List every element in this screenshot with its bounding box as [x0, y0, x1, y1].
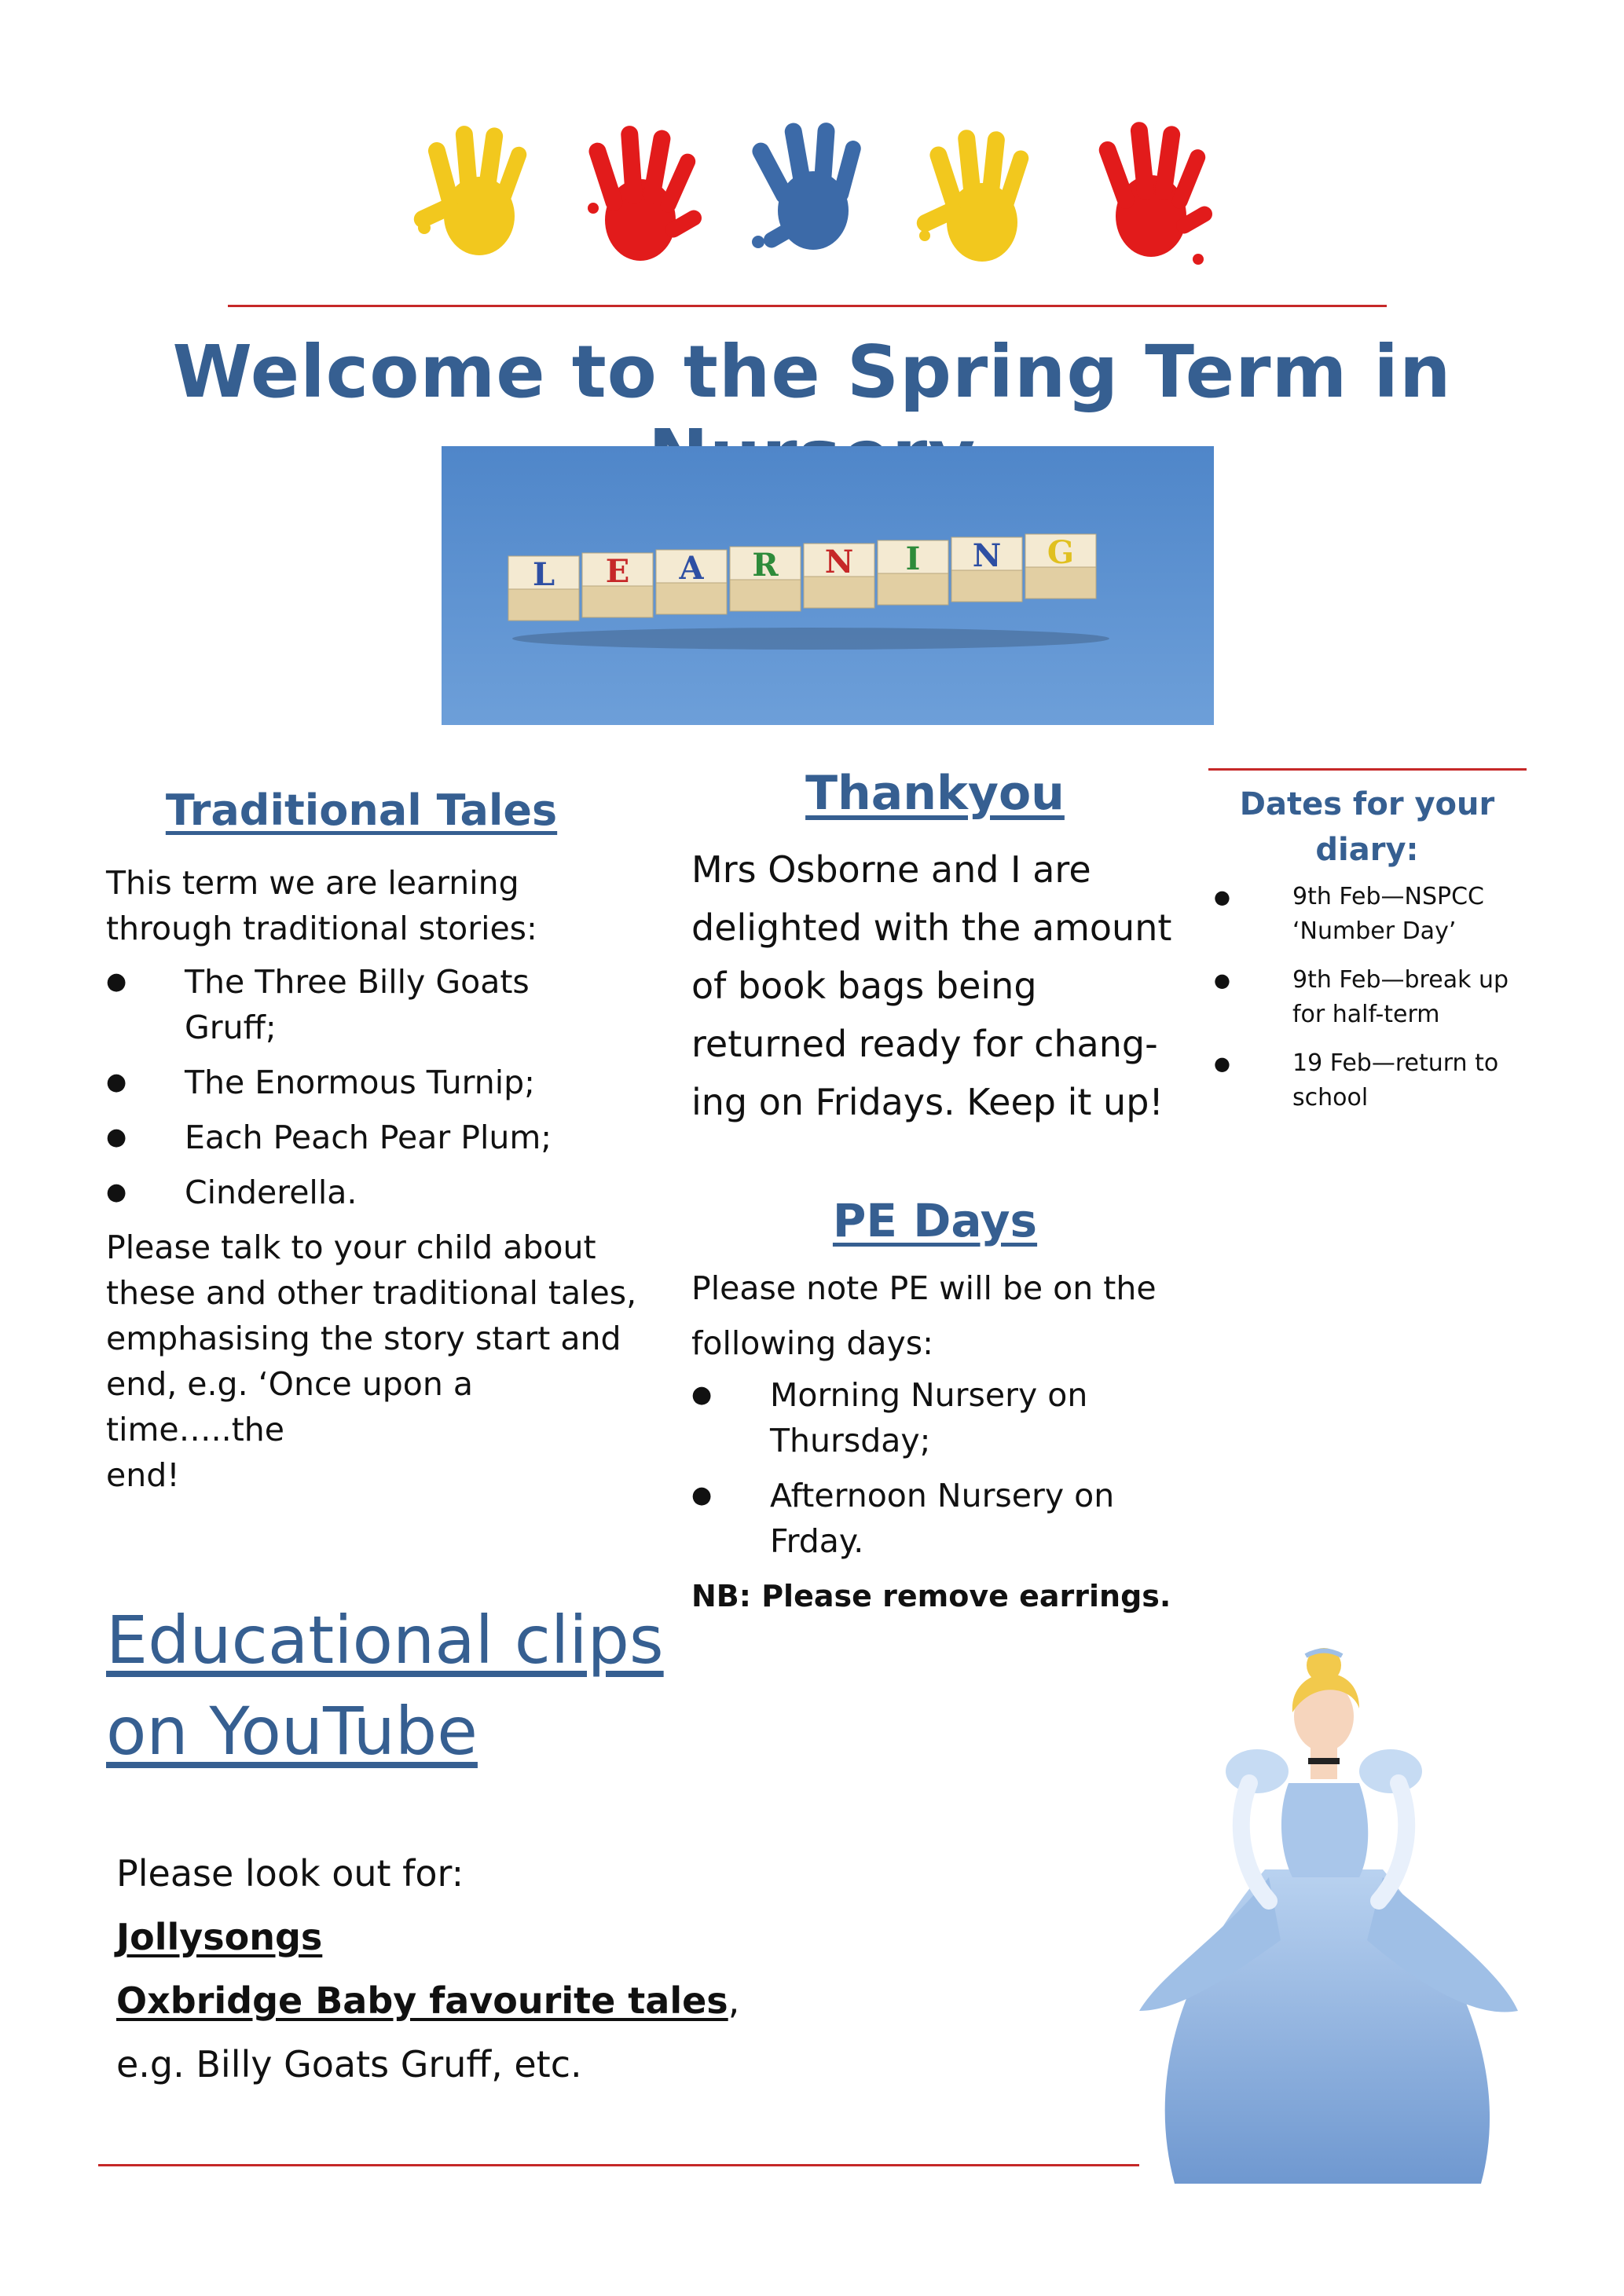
letter-block	[582, 553, 653, 617]
letter-block	[878, 540, 948, 605]
svg-text:E: E	[605, 553, 630, 590]
red-handprint-icon	[1088, 118, 1214, 275]
thankyou-line: Mrs Osborne and I are	[691, 848, 1091, 891]
svg-text:N: N	[972, 537, 1002, 574]
thankyou-line: of book bags being	[691, 965, 1037, 1007]
list-item: ● The Enormous Turnip;	[106, 1064, 535, 1101]
pe-nb-note: NB: Please remove earrings.	[691, 1579, 1171, 1613]
dates-heading	[1210, 782, 1524, 873]
list-item: ● 9th Feb—NSPCC ‘Number Day’	[1214, 883, 1484, 945]
jollysongs-link[interactable]: Jollysongs	[116, 1916, 323, 1958]
tt-outro-line: these and other traditional tales,	[106, 1274, 637, 1312]
svg-text:I: I	[905, 540, 921, 577]
red-handprint-icon	[577, 122, 703, 279]
dates-divider	[1208, 768, 1527, 771]
pe-intro-line: following days:	[691, 1324, 933, 1362]
yellow-handprint-icon	[915, 122, 1041, 279]
list-item: ● 19 Feb—return to school	[1214, 1049, 1499, 1111]
list-item: ● Each Peach Pear Plum;	[106, 1119, 552, 1156]
letter-block	[1025, 534, 1096, 599]
page-title: Welcome to the Spring Term in	[172, 330, 1452, 414]
list-item: ● The Three Billy Goats Gruff;	[106, 963, 530, 1046]
oxbridge-baby-link[interactable]: Oxbridge Baby favourite tales	[116, 1979, 728, 2022]
footer-divider	[98, 2164, 1139, 2166]
youtube-heading-line: Educational clips	[106, 1602, 664, 1679]
tt-outro-line: end, e.g. ‘Once upon a time…..the	[106, 1365, 473, 1448]
tt-intro-line: This term we are learning	[106, 864, 519, 902]
tt-outro-line: end!	[106, 1456, 180, 1494]
youtube-heading-line: on YouTube	[106, 1693, 478, 1770]
learning-blocks-banner	[442, 446, 1214, 725]
youtube-heading	[106, 1595, 735, 1777]
letter-block	[656, 550, 727, 614]
tt-intro-line: through traditional stories:	[106, 910, 537, 947]
youtube-example: e.g. Billy Goats Gruff, etc.	[116, 2043, 582, 2085]
letter-block	[508, 556, 579, 621]
thankyou-heading: Thankyou	[805, 766, 1065, 821]
header-divider	[228, 305, 1387, 307]
thankyou-line: delighted with the amount	[691, 906, 1172, 949]
dates-heading-line: diary:	[1315, 832, 1419, 868]
list-item: ● Afternoon Nursery on Frday.	[691, 1477, 1115, 1560]
traditional-tales-heading: Traditional Tales	[165, 785, 558, 835]
letter-block	[804, 544, 874, 608]
svg-text:A: A	[679, 550, 704, 587]
traditional-tales-body	[106, 860, 656, 1498]
thankyou-line: returned ready for chang-	[691, 1023, 1158, 1065]
thankyou-body	[691, 840, 1194, 1131]
svg-text:L: L	[532, 556, 555, 593]
thankyou-line: ing on Fridays. Keep it up!	[691, 1081, 1164, 1123]
youtube-intro: Please look out for:	[116, 1852, 464, 1895]
tt-outro-line: emphasising the story start and	[106, 1320, 621, 1357]
blocks-shadow	[512, 628, 1109, 650]
svg-text:R: R	[752, 547, 779, 584]
letter-block	[730, 547, 801, 611]
list-item: ● 9th Feb—break up for half-term	[1214, 966, 1509, 1028]
svg-text:N: N	[824, 544, 854, 580]
pe-days-heading: PE Days	[832, 1194, 1038, 1247]
dates-list	[1214, 880, 1528, 1130]
pe-intro-line: Please note PE will be on the	[691, 1269, 1157, 1307]
pe-days-body	[691, 1261, 1226, 1619]
svg-text:G: G	[1047, 534, 1075, 571]
letter-block	[951, 537, 1022, 602]
pe-days-list	[691, 1372, 1226, 1564]
dates-heading-line: Dates for your	[1239, 786, 1495, 822]
yellow-handprint-icon	[412, 118, 538, 275]
tt-outro-line: Please talk to your child about	[106, 1229, 596, 1266]
blue-handprint-icon	[746, 116, 872, 273]
tt-story-list	[106, 959, 656, 1215]
link-suffix: ,	[728, 1979, 740, 2022]
youtube-body	[116, 1842, 823, 2096]
cinderella-illustration	[1131, 1642, 1524, 2207]
list-item: ● Morning Nursery on Thursday;	[691, 1376, 1088, 1459]
list-item: ● Cinderella.	[106, 1174, 357, 1211]
